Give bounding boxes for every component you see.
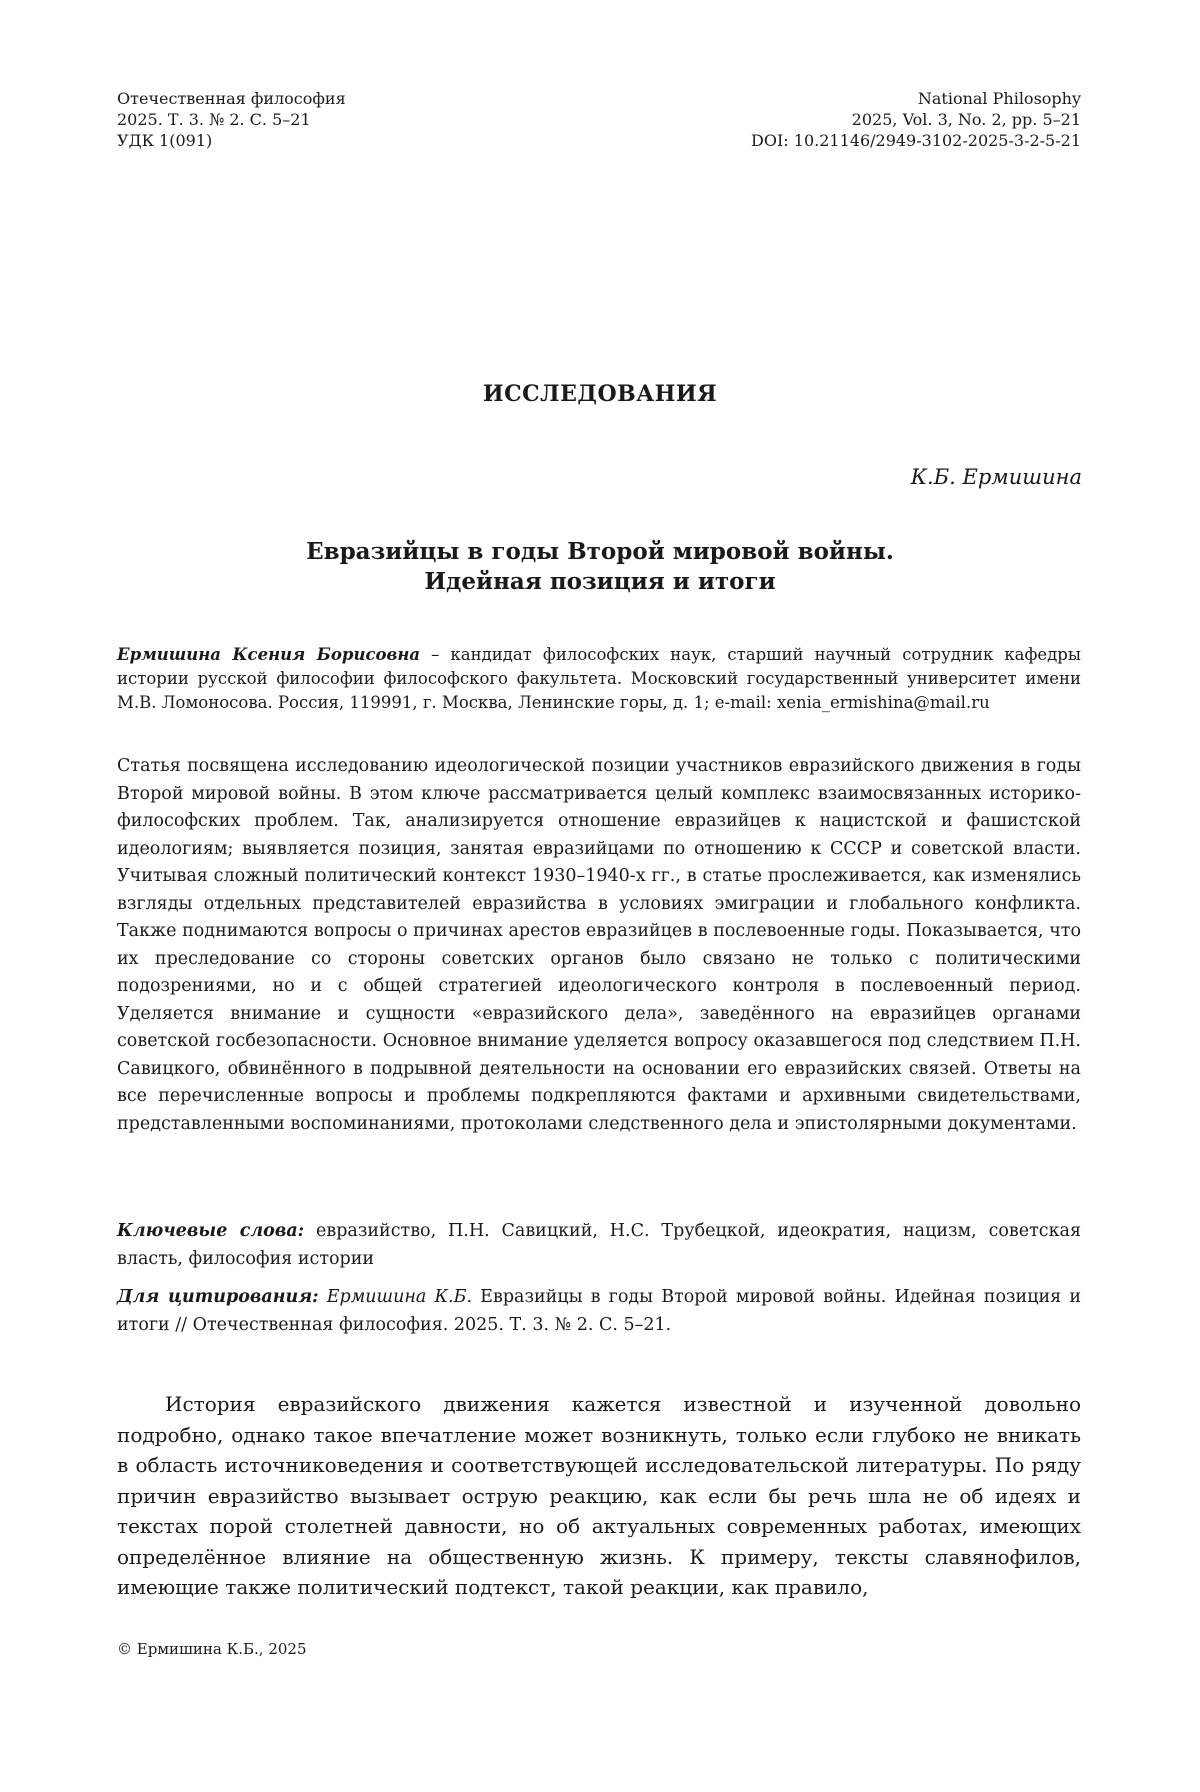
copyright-notice: © Ермишина К.Б., 2025	[117, 1640, 307, 1658]
author-details: – кандидат философских наук, старший научный сотрудник кафедры истории русской философии философского факультета. Московский государственный университет имени М.В. Ломоносова. Россия, 119991, г. Москва, Ленинские горы, д. 1; e-mail: xenia_ermishina@mail.ru	[117, 645, 1082, 712]
citation-label: Для цитирования:	[117, 1287, 319, 1307]
header-journal-en	[601, 88, 1081, 151]
journal-name-ru: Отечественная философия	[117, 89, 346, 108]
article-title-line-2: Идейная позиция и итоги	[424, 568, 776, 595]
journal-issue-en: 2025, Vol. 3, No. 2, pp. 5–21	[851, 110, 1081, 129]
journal-issue-ru: 2025. Т. 3. № 2. С. 5–21	[117, 110, 311, 129]
author-byline: К.Б. Ермишина	[910, 465, 1082, 489]
citation	[117, 1284, 1081, 1339]
keywords-label: Ключевые слова:	[117, 1221, 305, 1241]
keywords	[117, 1218, 1081, 1273]
keywords-text: евразийство, П.Н. Савицкий, Н.С. Трубецкой, идеократия, нацизм, советская власть, философия истории	[117, 1221, 1082, 1269]
article-title	[0, 537, 1200, 597]
article-title-line-1: Евразийцы в годы Второй мировой войны.	[306, 538, 894, 565]
author-info	[117, 643, 1081, 715]
doi: DOI: 10.21146/2949-3102-2025-3-2-5-21	[751, 131, 1081, 150]
section-title: ИССЛЕДОВАНИЯ	[482, 381, 718, 407]
citation-author: Ермишина К.Б.	[318, 1287, 473, 1307]
citation-text: Евразийцы в годы Второй мировой войны. Идейная позиция и итоги // Отечественная философия. 2025. Т. 3. № 2. С. 5–21.	[117, 1287, 1081, 1335]
body-paragraph: История евразийского движения кажется известной и изученной довольно подробно, однако такое впечатление может возникнуть, только если глубоко не вникать в область источниковедения и соответствующей исследовательской литературы. По ряду причин евразийство вызывает острую реакцию, как если бы речь шла не об идеях и текстах порой столетней давности, но об актуальных современных работах, имеющих определённое влияние на общественную жизнь. К примеру, тексты славянофилов, имеющие также политический подтекст, такой реакции, как правило,	[117, 1392, 1081, 1599]
header-journal-ru	[117, 88, 597, 151]
udc-code: УДК 1(091)	[117, 131, 213, 150]
author-full-name: Ермишина Ксения Борисовна	[117, 645, 421, 664]
abstract: Статья посвящена исследованию идеологической позиции участников евразийского движения в годы Второй мировой войны. В этом ключе рассматривается целый комплекс взаимосвязанных историко-философских проблем. Так, анализируется отношение евразийцев к нацистской и фашистской идеологиям; выявляется позиция, занятая евразийцами по отношению к СССР и советской власти. Учитывая сложный политический контекст 1930–1940-х гг., в статье прослеживается, как изменялись взгляды отдельных представителей евразийства в условиях эмиграции и глобального конфликта. Также поднимаются вопросы о причинах арестов евразийцев в послевоенные годы. Показывается, что их преследование со стороны советских органов было связано не только с политическими подозрениями, но и с общей стратегией идеологического контроля в послевоенный период. Уделяется внимание и сущности «евразийского дела», заведённого на евразийцев органами советской госбезопасности. Основное внимание уделяется вопросу оказавшегося под следствием П.Н. Савицкого, обвинённого в подрывной деятельности на основании его евразийских связей. Ответы на все перечисленные вопросы и проблемы подкрепляются фактами и архивными свидетельствами, представленными воспоминаниями, протоколами следственного дела и эпистолярными документами.	[117, 756, 1081, 1134]
journal-name-en: National Philosophy	[917, 89, 1081, 108]
